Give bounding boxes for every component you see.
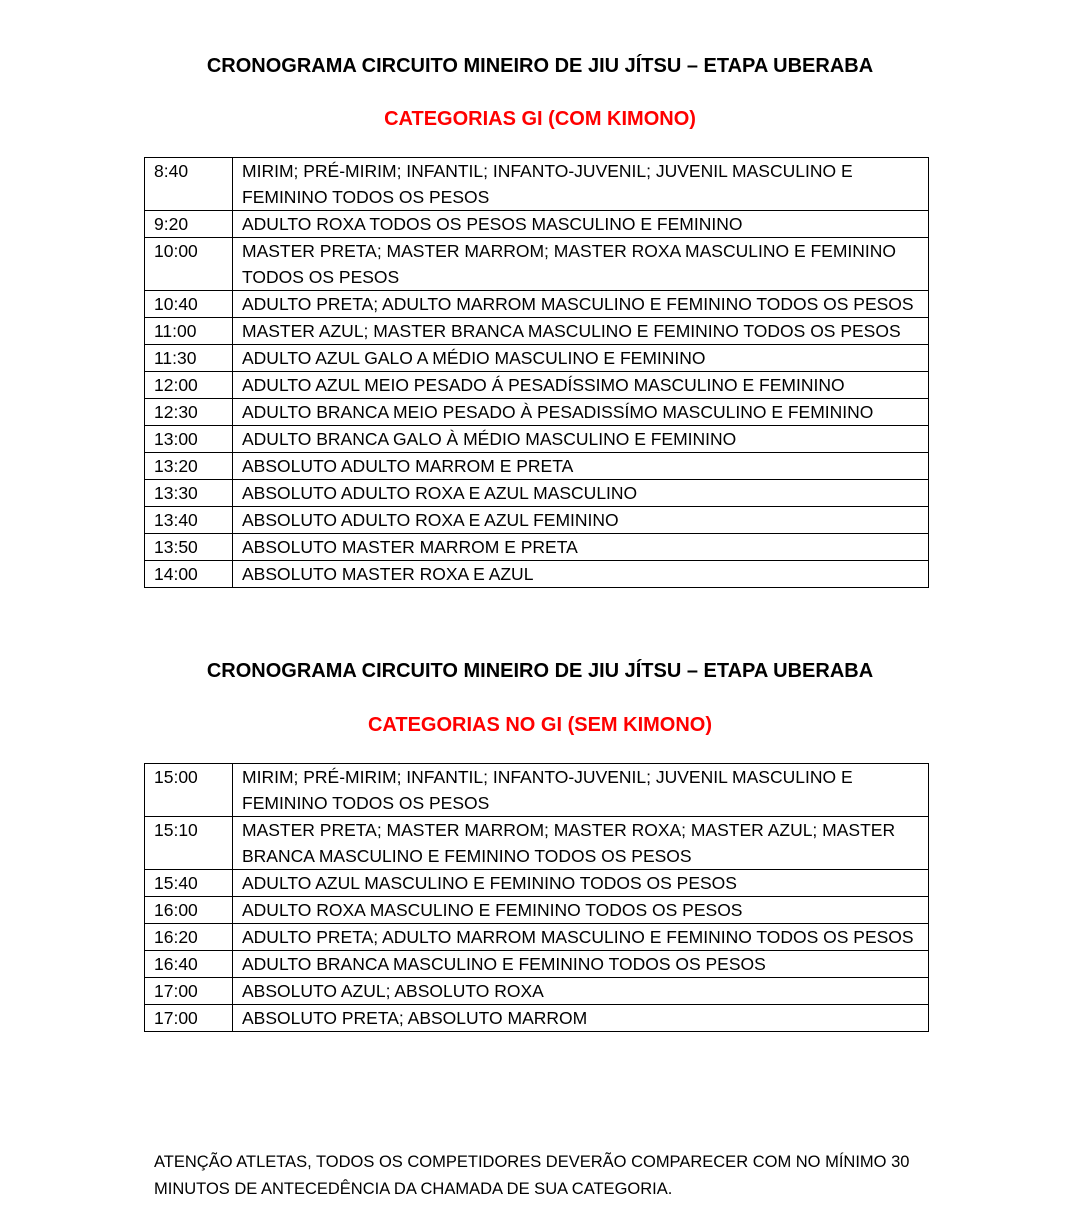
schedule-category: MASTER PRETA; MASTER MARROM; MASTER ROXA MASCULINO E FEMININO TODOS OS PESOS — [233, 238, 929, 291]
schedule-row — [145, 238, 929, 291]
schedule-time: 15:00 — [145, 764, 233, 817]
schedule-time: 13:00 — [145, 426, 233, 453]
schedule-category: ADULTO AZUL GALO A MÉDIO MASCULINO E FEMININO — [233, 345, 929, 372]
schedule-row — [145, 453, 929, 480]
schedule-category: MIRIM; PRÉ-MIRIM; INFANTIL; INFANTO-JUVENIL; JUVENIL MASCULINO E FEMININO TODOS OS PESOS — [233, 158, 929, 211]
schedule-time: 16:40 — [145, 951, 233, 978]
schedule-category: ADULTO AZUL MEIO PESADO Á PESADÍSSIMO MASCULINO E FEMININO — [233, 372, 929, 399]
schedule-row — [145, 817, 929, 870]
schedule-time: 16:20 — [145, 924, 233, 951]
schedule-row — [145, 534, 929, 561]
schedule-time: 15:40 — [145, 870, 233, 897]
schedule-time: 12:00 — [145, 372, 233, 399]
schedule-time: 12:30 — [145, 399, 233, 426]
schedule-time: 11:00 — [145, 318, 233, 345]
schedule-time: 10:00 — [145, 238, 233, 291]
schedule-time: 13:50 — [145, 534, 233, 561]
schedule-row — [145, 372, 929, 399]
schedule-category: ABSOLUTO ADULTO ROXA E AZUL MASCULINO — [233, 480, 929, 507]
schedule-row — [145, 399, 929, 426]
schedule-category: ADULTO BRANCA MASCULINO E FEMININO TODOS OS PESOS — [233, 951, 929, 978]
schedule-row — [145, 1005, 929, 1032]
schedule-row — [145, 345, 929, 372]
schedule-row — [145, 924, 929, 951]
schedule-time: 11:30 — [145, 345, 233, 372]
schedule-category: ADULTO PRETA; ADULTO MARROM MASCULINO E FEMININO TODOS OS PESOS — [233, 924, 929, 951]
schedule-row — [145, 480, 929, 507]
schedule-category: ADULTO BRANCA GALO À MÉDIO MASCULINO E FEMININO — [233, 426, 929, 453]
schedule-row — [145, 870, 929, 897]
schedule-row — [145, 764, 929, 817]
gi-schedule-table — [144, 157, 929, 588]
athlete-notice — [154, 1149, 954, 1203]
gi-schedule-title: CRONOGRAMA CIRCUITO MINEIRO DE JIU JÍTSU – ETAPA UBERABA — [206, 55, 874, 77]
schedule-row — [145, 158, 929, 211]
schedule-time: 15:10 — [145, 817, 233, 870]
schedule-time: 10:40 — [145, 291, 233, 318]
schedule-category: ADULTO ROXA TODOS OS PESOS MASCULINO E FEMININO — [233, 211, 929, 238]
schedule-category: ABSOLUTO AZUL; ABSOLUTO ROXA — [233, 978, 929, 1005]
schedule-category: ABSOLUTO MASTER MARROM E PRETA — [233, 534, 929, 561]
schedule-row — [145, 291, 929, 318]
schedule-time: 13:40 — [145, 507, 233, 534]
schedule-row — [145, 951, 929, 978]
schedule-category: ADULTO ROXA MASCULINO E FEMININO TODOS OS PESOS — [233, 897, 929, 924]
nogi-schedule-table — [144, 763, 929, 1032]
nogi-category-subtitle: CATEGORIAS NO GI (SEM KIMONO) — [367, 714, 713, 736]
nogi-schedule-body — [145, 764, 929, 1032]
schedule-time: 14:00 — [145, 561, 233, 588]
schedule-time: 13:20 — [145, 453, 233, 480]
schedule-category: ABSOLUTO MASTER ROXA E AZUL — [233, 561, 929, 588]
schedule-row — [145, 318, 929, 345]
schedule-category: ABSOLUTO ADULTO ROXA E AZUL FEMININO — [233, 507, 929, 534]
nogi-schedule-title: CRONOGRAMA CIRCUITO MINEIRO DE JIU JÍTSU – ETAPA UBERABA — [206, 660, 874, 682]
schedule-time: 16:00 — [145, 897, 233, 924]
schedule-row — [145, 561, 929, 588]
schedule-time: 17:00 — [145, 978, 233, 1005]
schedule-time: 9:20 — [145, 211, 233, 238]
notice-line-1: ATENÇÃO ATLETAS, TODOS OS COMPETIDORES DEVERÃO COMPARECER COM NO MÍNIMO 30 — [154, 1153, 910, 1171]
schedule-category: MASTER PRETA; MASTER MARROM; MASTER ROXA; MASTER AZUL; MASTER BRANCA MASCULINO E FEMININO TODOS OS PESOS — [233, 817, 929, 870]
schedule-row — [145, 978, 929, 1005]
gi-schedule-body — [145, 158, 929, 588]
schedule-category: ADULTO AZUL MASCULINO E FEMININO TODOS OS PESOS — [233, 870, 929, 897]
schedule-row — [145, 897, 929, 924]
schedule-row — [145, 507, 929, 534]
schedule-category: MASTER AZUL; MASTER BRANCA MASCULINO E FEMININO TODOS OS PESOS — [233, 318, 929, 345]
schedule-category: ADULTO BRANCA MEIO PESADO À PESADISSÍMO MASCULINO E FEMININO — [233, 399, 929, 426]
schedule-category: MIRIM; PRÉ-MIRIM; INFANTIL; INFANTO-JUVENIL; JUVENIL MASCULINO E FEMININO TODOS OS PESOS — [233, 764, 929, 817]
schedule-row — [145, 211, 929, 238]
schedule-time: 13:30 — [145, 480, 233, 507]
notice-line-2: MINUTOS DE ANTECEDÊNCIA DA CHAMADA DE SUA CATEGORIA. — [154, 1180, 673, 1198]
schedule-category: ABSOLUTO ADULTO MARROM E PRETA — [233, 453, 929, 480]
schedule-category: ABSOLUTO PRETA; ABSOLUTO MARROM — [233, 1005, 929, 1032]
gi-category-subtitle: CATEGORIAS GI (COM KIMONO) — [384, 108, 696, 130]
schedule-time: 17:00 — [145, 1005, 233, 1032]
schedule-row — [145, 426, 929, 453]
schedule-time: 8:40 — [145, 158, 233, 211]
schedule-category: ADULTO PRETA; ADULTO MARROM MASCULINO E FEMININO TODOS OS PESOS — [233, 291, 929, 318]
